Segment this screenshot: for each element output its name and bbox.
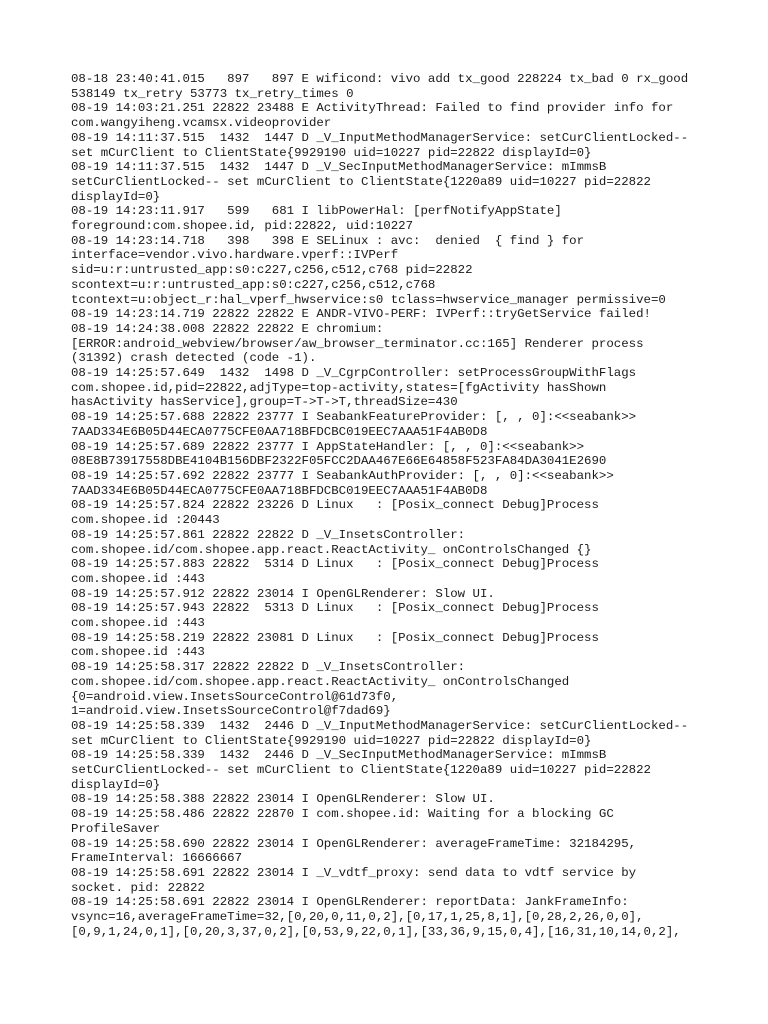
log-line: 1=android.view.InsetsSourceControl@f7dad69} [71, 704, 391, 719]
log-line: 08-19 14:25:57.861 22822 22822 D _V_InsetsController: [71, 527, 466, 542]
log-line: FrameInterval: 16666667 [71, 851, 243, 866]
log-line: com.shopee.id :20443 [71, 513, 220, 528]
log-line: 08-19 14:25:57.689 22822 23777 I AppStateHandler: [, , 0]:<<seabank>> [71, 439, 585, 454]
log-line: 08-19 14:25:57.824 22822 23226 D Linux : [Posix_connect Debug]Process [71, 498, 599, 513]
log-line: 08-19 14:25:58.219 22822 23081 D Linux : [Posix_connect Debug]Process [71, 630, 599, 645]
log-line: displayId=0} [71, 189, 161, 204]
log-line: set mCurClient to ClientState{9929190 uid=10227 pid=22822 displayId=0} [71, 145, 592, 160]
log-line: vsync=16,averageFrameTime=32,[0,20,0,11,0,2],[0,17,1,25,8,1],[0,28,2,26,0,0], [71, 910, 644, 925]
log-line: 08-19 14:25:57.883 22822 5314 D Linux : [Posix_connect Debug]Process [71, 557, 599, 572]
log-line: 08-19 14:25:58.690 22822 23014 I OpenGLRenderer: averageFrameTime: 32184295, [71, 836, 637, 851]
log-line: 538149 tx_retry 53773 tx_retry_times 0 [71, 86, 354, 101]
log-line: (31392) crash detected (code -1). [71, 351, 317, 366]
log-line: 08-19 14:25:58.691 22822 23014 I _V_vdtf_proxy: send data to vdtf service by [71, 865, 637, 880]
log-line: 08-19 14:25:58.339 1432 2446 D _V_SecInputMethodManagerService: mImmsB [71, 748, 607, 763]
log-line: sid=u:r:untrusted_app:s0:c227,c256,c512,c768 pid=22822 [71, 263, 473, 278]
log-line: 08-19 14:25:58.317 22822 22822 D _V_InsetsController: [71, 660, 466, 675]
log-line: ProfileSaver [71, 821, 161, 836]
log-line: 08-19 14:25:58.339 1432 2446 D _V_InputMethodManagerService: setCurClientLocked-- [71, 718, 689, 733]
log-line: com.shopee.id/com.shopee.app.react.ReactActivity_ onControlsChanged {} [71, 542, 592, 557]
log-line: 08-19 14:25:57.688 22822 23777 I SeabankFeatureProvider: [, , 0]:<<seabank>> [71, 410, 637, 425]
log-line: 08-18 23:40:41.015 897 897 E wificond: vivo add tx_good 228224 tx_bad 0 rx_good [71, 72, 689, 86]
log-line: com.shopee.id,pid=22822,adjType=top-activity,states=[fgActivity hasShown [71, 380, 607, 395]
log-line: scontext=u:r:untrusted_app:s0:c227,c256,c512,c768 [71, 277, 436, 292]
log-line: {0=android.view.InsetsSourceControl@61d73f0, [71, 689, 399, 704]
log-line: 08-19 14:23:14.718 398 398 E SELinux : avc: denied { find } for [71, 233, 585, 248]
log-line: 08-19 14:23:11.917 599 681 I libPowerHal: [perfNotifyAppState] [71, 204, 562, 219]
log-line: 08-19 14:25:57.943 22822 5313 D Linux : [Posix_connect Debug]Process [71, 601, 599, 616]
log-document [71, 72, 711, 939]
log-line: com.shopee.id :443 [71, 616, 205, 631]
log-line: setCurClientLocked-- set mCurClient to ClientState{1220a89 uid=10227 pid=22822 [71, 763, 651, 778]
log-line: 08-19 14:25:57.692 22822 23777 I SeabankAuthProvider: [, , 0]:<<seabank>> [71, 468, 614, 483]
log-line: com.shopee.id/com.shopee.app.react.ReactActivity_ onControlsChanged [71, 674, 570, 689]
log-line: socket. pid: 22822 [71, 880, 205, 895]
log-line: com.wangyiheng.vcamsx.videoprovider [71, 116, 332, 131]
log-line: hasActivity hasService],group=T->T->T,threadSize=430 [71, 395, 458, 410]
log-line: 08-19 14:24:38.008 22822 22822 E chromium: [71, 321, 384, 336]
log-line: 08-19 14:11:37.515 1432 1447 D _V_InputMethodManagerService: setCurClientLocked-- [71, 130, 689, 145]
log-line: 08-19 14:25:57.649 1432 1498 D _V_CgrpController: setProcessGroupWithFlags [71, 366, 637, 381]
log-line: [0,9,1,24,0,1],[0,20,3,37,0,2],[0,53,9,22,0,1],[33,36,9,15,0,4],[16,31,10,14,0,2], [71, 924, 681, 939]
log-line: interface=vendor.vivo.hardware.vperf::IVPerf [71, 248, 399, 263]
log-line: [ERROR:android_webview/browser/aw_browser_terminator.cc:165] Renderer process [71, 336, 644, 351]
log-line: 08-19 14:25:58.486 22822 22870 I com.shopee.id: Waiting for a blocking GC [71, 807, 614, 822]
log-line: displayId=0} [71, 777, 161, 792]
log-line: 7AAD334E6B05D44ECA0775CFE0AA718BFDCBC019EEC7AAA51F4AB0D8 [71, 424, 488, 439]
log-line: com.shopee.id :443 [71, 645, 205, 660]
log-line: 08-19 14:25:57.912 22822 23014 I OpenGLRenderer: Slow UI. [71, 586, 495, 601]
log-line: setCurClientLocked-- set mCurClient to ClientState{1220a89 uid=10227 pid=22822 [71, 174, 651, 189]
log-line: 08-19 14:25:58.388 22822 23014 I OpenGLRenderer: Slow UI. [71, 792, 495, 807]
log-line: 08-19 14:23:14.719 22822 22822 E ANDR-VIVO-PERF: IVPerf::tryGetService failed! [71, 307, 651, 322]
log-line: 08-19 14:25:58.691 22822 23014 I OpenGLRenderer: reportData: JankFrameInfo: [71, 895, 629, 910]
log-line: 7AAD334E6B05D44ECA0775CFE0AA718BFDCBC019EEC7AAA51F4AB0D8 [71, 483, 488, 498]
log-line: set mCurClient to ClientState{9929190 uid=10227 pid=22822 displayId=0} [71, 733, 592, 748]
log-line: 08E8B73917558DBE4104B156DBF2322F05FCC2DAA467E66E64858F523FA84DA3041E2690 [71, 454, 607, 469]
log-line: com.shopee.id :443 [71, 571, 205, 586]
log-line: foreground:com.shopee.id, pid:22822, uid:10227 [71, 219, 414, 234]
log-line: tcontext=u:object_r:hal_vperf_hwservice:s0 tclass=hwservice_manager permissive=0 [71, 292, 666, 307]
log-line: 08-19 14:11:37.515 1432 1447 D _V_SecInputMethodManagerService: mImmsB [71, 160, 607, 175]
log-line: 08-19 14:03:21.251 22822 23488 E ActivityThread: Failed to find provider info for [71, 101, 674, 116]
